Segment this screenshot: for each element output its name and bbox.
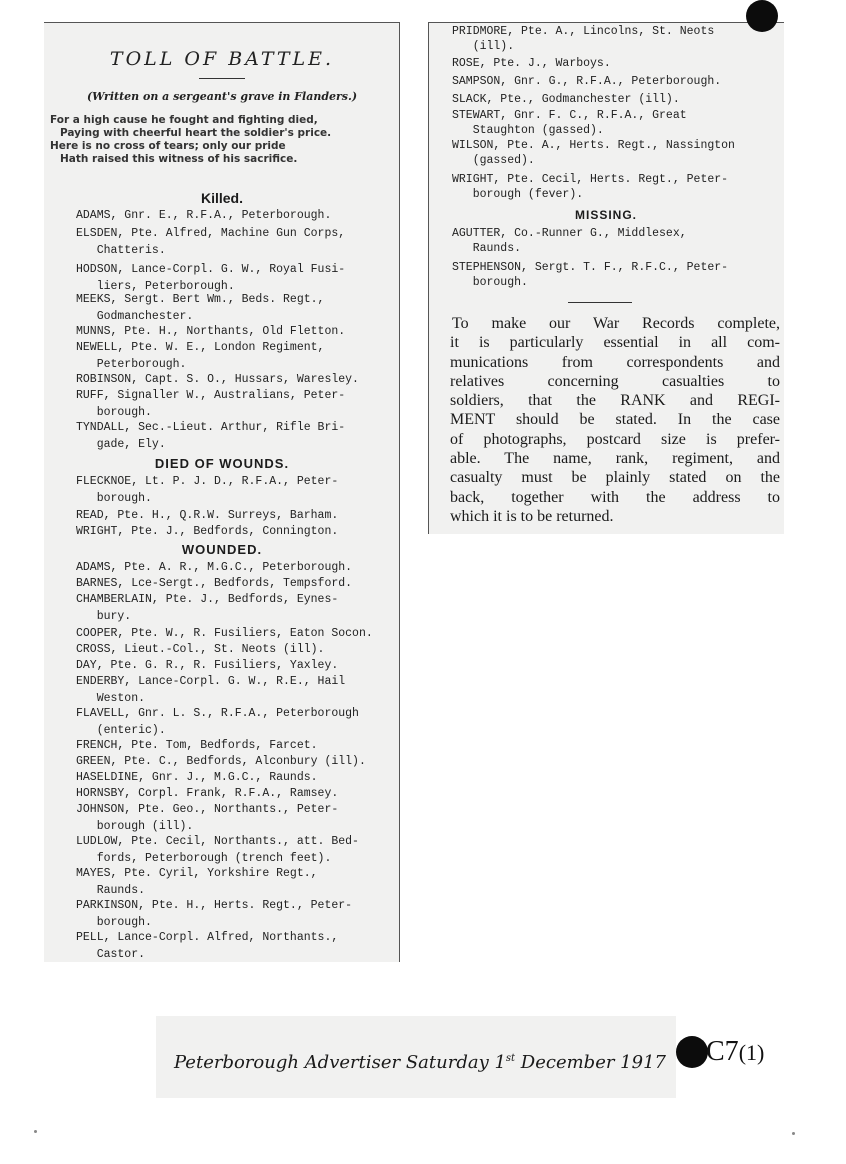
- notice-line: it is particularly essential in all com-: [450, 334, 780, 352]
- casualty-entry: PELL, Lance-Corpl. Alfred, Northants., Castor.: [76, 931, 339, 961]
- casualty-entry: CHAMBERLAIN, Pte. J., Bedfords, Eynes- bury.: [76, 593, 339, 623]
- casualty-entry: PRIDMORE, Pte. A., Lincolns, St. Neots (ill).: [452, 25, 715, 53]
- casualty-entry: BARNES, Lce-Sergt., Bedfords, Tempsford.: [76, 577, 353, 590]
- casualty-entry: DAY, Pte. G. R., R. Fusiliers, Yaxley.: [76, 659, 339, 672]
- reference-code-main: C7: [706, 1036, 739, 1067]
- casualty-entry: ADAMS, Gnr. E., R.F.A., Peterborough.: [76, 209, 332, 222]
- casualty-entry: SLACK, Pte., Godmanchester (ill).: [452, 93, 680, 106]
- casualty-entry: RUFF, Signaller W., Australians, Peter- borough.: [76, 389, 346, 419]
- wounded-heading: WOUNDED.: [181, 542, 263, 557]
- caption-ordinal: st: [505, 1053, 516, 1064]
- casualty-entry: STEWART, Gnr. F. C., R.F.A., Great Staughton (gassed).: [452, 109, 687, 137]
- caption-date: December 1917: [515, 1052, 666, 1073]
- casualty-entry: STEPHENSON, Sergt. T. F., R.F.C., Peter- borough.: [452, 261, 729, 289]
- casualty-entry: HODSON, Lance-Corpl. G. W., Royal Fusi- liers, Peterborough.: [76, 263, 346, 293]
- column-top-rule: [428, 22, 784, 23]
- casualty-entry: READ, Pte. H., Q.R.W. Surreys, Barham.: [76, 509, 339, 522]
- caption-strip: [156, 1016, 676, 1098]
- punch-hole-dot: [746, 0, 778, 32]
- missing-heading: MISSING.: [574, 208, 637, 222]
- notice-line: soldiers, that the RANK and REGI-: [450, 392, 780, 410]
- casualty-entry: ELSDEN, Pte. Alfred, Machine Gun Corps, Chatteris.: [76, 227, 346, 257]
- casualty-entry: MUNNS, Pte. H., Northants, Old Fletton.: [76, 325, 346, 338]
- poem-line: Here is no cross of tears; only our pride: [50, 140, 286, 152]
- casualty-entry: CROSS, Lieut.-Col., St. Neots (ill).: [76, 643, 325, 656]
- casualty-entry: GREEN, Pte. C., Bedfords, Alconbury (ill).: [76, 755, 366, 768]
- notice-line: To make our War Records complete,: [452, 315, 780, 332]
- poem-title: TOLL OF BATTLE.: [109, 48, 335, 70]
- caption-text: Peterborough Advertiser Saturday 1: [174, 1052, 506, 1073]
- notice-line: able. The name, rank, regiment, and: [450, 450, 780, 468]
- casualty-entry: MEEKS, Sergt. Bert Wm., Beds. Regt., Godmanchester.: [76, 293, 325, 323]
- notice-line: MENT should be stated. In the case: [450, 411, 780, 429]
- poem-line: Hath raised this witness of his sacrifice.: [60, 153, 298, 165]
- casualty-entry: HASELDINE, Gnr. J., M.G.C., Raunds.: [76, 771, 318, 784]
- poem: [50, 114, 396, 166]
- casualty-entry: MAYES, Pte. Cyril, Yorkshire Regt., Raunds.: [76, 867, 318, 897]
- notice-line: relatives concerning casualties to: [450, 372, 780, 390]
- scan-speck: [34, 1130, 37, 1133]
- source-caption: [174, 1052, 666, 1073]
- title-rule: [199, 78, 245, 79]
- reference-code: [706, 1036, 764, 1068]
- notice-line: back, together with the address to: [450, 488, 780, 506]
- casualty-entry: JOHNSON, Pte. Geo., Northants., Peter- borough (ill).: [76, 803, 339, 833]
- reference-dot: [676, 1036, 708, 1068]
- casualty-entry: TYNDALL, Sec.-Lieut. Arthur, Rifle Bri- gade, Ely.: [76, 421, 346, 451]
- casualty-entry: PARKINSON, Pte. H., Herts. Regt., Peter- borough.: [76, 899, 353, 929]
- casualty-entry: COOPER, Pte. W., R. Fusiliers, Eaton Socon.: [76, 627, 373, 640]
- right-column-clipping: [428, 22, 784, 534]
- casualty-entry: FLAVELL, Gnr. L. S., R.F.A., Peterborough (enteric).: [76, 707, 359, 737]
- casualty-entry: ROBINSON, Capt. S. O., Hussars, Waresley.: [76, 373, 359, 386]
- notice-line: casualty must be plainly stated on the: [450, 469, 780, 487]
- casualty-entry: ROSE, Pte. J., Warboys.: [452, 57, 611, 70]
- casualty-entry: FRENCH, Pte. Tom, Bedfords, Farcet.: [76, 739, 318, 752]
- casualty-entry: WRIGHT, Pte. Cecil, Herts. Regt., Peter- borough (fever).: [452, 173, 729, 201]
- column-divider: [399, 22, 400, 962]
- casualty-entry: FLECKNOE, Lt. P. J. D., R.F.A., Peter- borough.: [76, 475, 339, 505]
- died-of-wounds-heading: DIED OF WOUNDS.: [154, 456, 290, 471]
- casualty-entry: AGUTTER, Co.-Runner G., Middlesex, Raunds.: [452, 227, 687, 255]
- poem-line: Paying with cheerful heart the soldier's price.: [60, 127, 332, 139]
- scan-speck: [792, 1132, 795, 1135]
- killed-heading: Killed.: [200, 190, 243, 206]
- casualty-entry: ADAMS, Pte. A. R., M.G.C., Peterborough.: [76, 561, 353, 574]
- poem-subtitle: (Written on a sergeant's grave in Flanders.): [86, 90, 358, 103]
- notice-line: of photographs, postcard size is prefer-: [450, 430, 780, 448]
- column-top-rule: [44, 22, 400, 23]
- column-divider: [428, 22, 429, 534]
- casualty-entry: WRIGHT, Pte. J., Bedfords, Connington.: [76, 525, 339, 538]
- casualty-entry: WILSON, Pte. A., Herts. Regt., Nassington (gassed).: [452, 139, 735, 167]
- poem-line: For a high cause he fought and fighting died,: [50, 114, 318, 126]
- editorial-notice: [450, 314, 780, 526]
- casualty-entry: SAMPSON, Gnr. G., R.F.A., Peterborough.: [452, 75, 722, 88]
- left-column-clipping: [44, 22, 400, 962]
- notice-line: which it is to be returned.: [450, 507, 614, 525]
- casualty-entry: NEWELL, Pte. W. E., London Regiment, Peterborough.: [76, 341, 325, 371]
- casualty-entry: LUDLOW, Pte. Cecil, Northants., att. Bed- fords, Peterborough (trench feet).: [76, 835, 359, 865]
- notice-line: munications from correspondents and: [450, 353, 780, 371]
- reference-code-suffix: (1): [738, 1040, 765, 1065]
- casualty-entry: ENDERBY, Lance-Corpl. G. W., R.E., Hail Weston.: [76, 675, 346, 705]
- casualty-entry: HORNSBY, Corpl. Frank, R.F.A., Ramsey.: [76, 787, 339, 800]
- notice-rule: [568, 302, 632, 303]
